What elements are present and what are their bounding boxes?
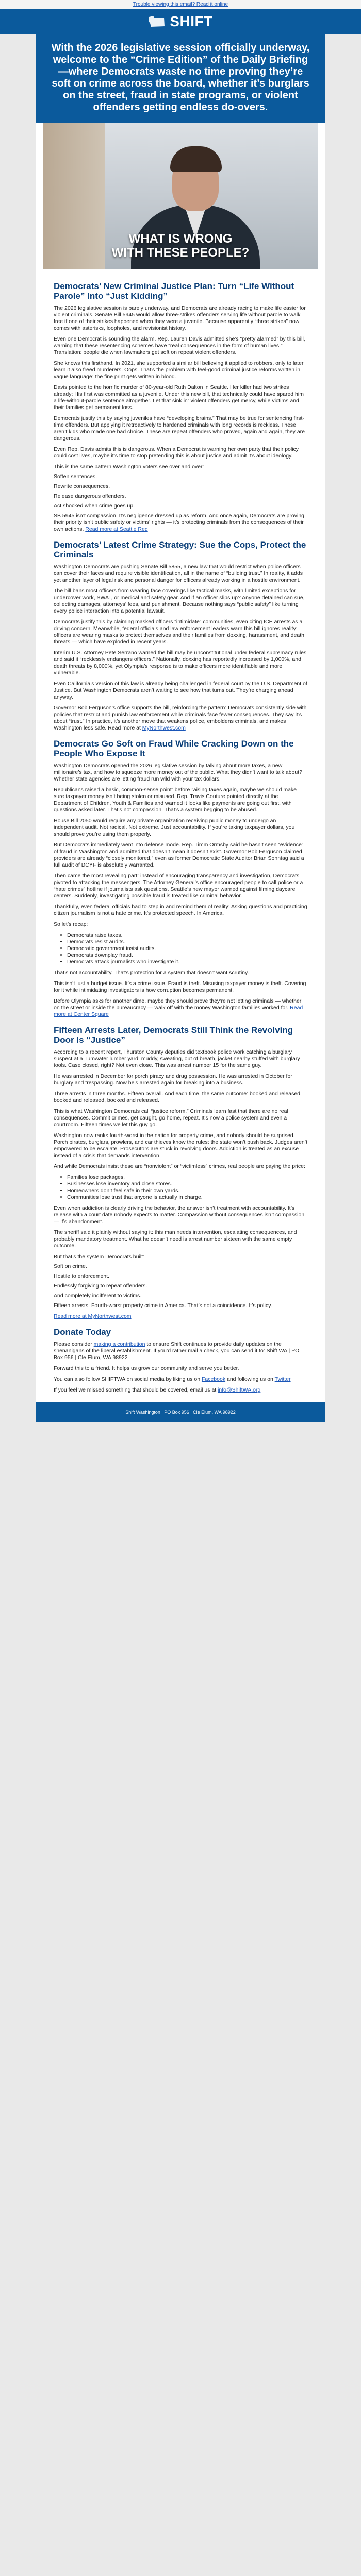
- social-text: You can also follow SHIFTWA on social media by liking us on: [54, 1376, 201, 1382]
- list-item: • Democrats resist audits.: [67, 939, 307, 945]
- article-1-paragraph: This is the same pattern Washington voters see over and over:: [54, 464, 204, 470]
- donate-text: to ensure Shift continues to provide daily updates on the shenanigans of the liberal establishment. If you’d rather mail a check, you can send it to: Shift WA | PO Box 956 | Cle Elum, WA 98922: [54, 1341, 300, 1361]
- article-1-paragraph: Democrats justify this by saying juveniles have “developing brains.” That may be true for sentencing first-time offenders. But applying it retroactively to hardened criminals with long records is reckless. These aren’t kids who made one bad choice. These are repeat offenders who proved, again and again, they are dangerous.: [54, 415, 305, 442]
- article-3-paragraph: Then came the most revealing part: instead of encouraging transparency and investigation, Democrats pivoted to attacking the messengers. The Attorney General’s office encouraged people to call police or a “hate crimes” hotline if journalists ask questions. Seattle’s new mayor warned against filming daycare centers. Suddenly, investigating possible fraud is treated like criminal behavior.: [54, 873, 303, 899]
- article-3-paragraph: So let’s recap:: [54, 921, 88, 927]
- footer-address: Shift Washington | PO Box 956 | Cle Elum, WA 98922: [125, 1410, 236, 1415]
- list-item: • Businesses lose inventory and close stores.: [67, 1181, 307, 1188]
- article-3-closing-text: Before Olympia asks for another dime, maybe they should prove they’re not letting criminals — whether on the street or inside the bureaucracy — walk off with the money Washington families worked for.: [54, 998, 302, 1011]
- contribution-link[interactable]: making a contribution: [93, 1341, 145, 1347]
- article-2-paragraph: Washington Democrats are pushing Senate Bill 5855, a new law that would restrict when police officers can cover their faces and require visible identification, all in the name of “building trust.” In reality, it adds yet another layer of legal risk and personal danger for officers already working in a hostile environment.: [54, 564, 303, 583]
- article-4-read-more-link[interactable]: Read more at MyNorthwest.com: [54, 1313, 132, 1319]
- article-4-paragraph: This is what Washington Democrats call “justice reform.” Criminals learn fast that there are no real consequences. Commit crimes, get caught, go home, repeat. It’s now a police system and even a courtroom. Fifteen times we let this guy go.: [54, 1108, 288, 1128]
- donate-paragraph: [54, 1341, 307, 1361]
- article-2-paragraph: [54, 705, 307, 732]
- list-item: • Democrats raise taxes.: [67, 932, 307, 939]
- article-2-closing-text: Governor Bob Ferguson’s office supports the bill, reinforcing the pattern: Democrats consistently side with policies that restrict and punish law enforcement while criminals face fewer consequences. They say it’s about “trust.” In practice, it’s another move that weakens police, emboldens criminals, and makes Washington less safe. Read more at: [54, 705, 307, 731]
- article-4-paragraph: Even when addiction is clearly driving the behavior, the answer isn’t treatment with accountability. It’s release with a court date nobody expects to matter. Compassion without consequences isn’t compassion — it’s abandonment.: [54, 1205, 305, 1225]
- hero-caption: [43, 232, 318, 260]
- article-3-paragraph: Washington Democrats opened the 2026 legislative session by talking about more taxes, a new millionaire’s tax, and how to squeeze more money out of the public. What they didn’t want to talk about? Whether state agencies are letting fraud run wild with your tax dollars.: [54, 762, 302, 782]
- donate-text: Please consider: [54, 1341, 92, 1347]
- article-4-paragraph: But that’s the system Democrats built:: [54, 1253, 145, 1260]
- list-item: • Families lose packages.: [67, 1174, 307, 1181]
- list-item: Soft on crime.: [54, 1263, 87, 1269]
- donate-title: Donate Today: [54, 1327, 111, 1337]
- list-item: • Democrats attack journalists who investigate it.: [67, 959, 307, 965]
- article-1-closing-text: SB 5945 isn’t compassion. It’s negligence dressed up as reform. And once again, Democrats are proving their priority isn’t public safety or victims’ rights — it’s protecting criminals from the consequences of their own actions.: [54, 513, 304, 532]
- list-item: Endlessly forgiving to repeat offenders.: [54, 1283, 147, 1289]
- article-1-list-item: Release dangerous offenders.: [54, 493, 126, 499]
- article-3-paragraph: But Democrats immediately went into defense mode. Rep. Timm Ormsby said he hasn’t seen “evidence” of fraud in Washington and admitted that doesn’t mean it doesn’t exist. Governor Bob Ferguson claimed providers are already “closely monitored,” even as former Democratic State Auditor Brian Sonntag said a full audit of DCYF is absolutely warranted.: [54, 842, 304, 868]
- read-online-link[interactable]: Trouble viewing this email? Read it online: [0, 0, 361, 9]
- intro-text: With the 2026 legislative session officially underway, welcome to the “Crime Edition” of the Daily Briefing—where Democrats waste no time proving they’re soft on crime across the board, whether it’s burglars on the street, fraud in state programs, or violent offenders getting endless do-overs.: [36, 34, 325, 123]
- article-2-paragraph: Democrats justify this by claiming masked officers “intimidate” communities, even citing ICE arrests as a driving concern. Meanwhile, federal officials and law enforcement leaders warn this bill ignores reality: officers are wearing masks to protect themselves and their families from doxxing, harassment, and death threats — which have exploded in recent years.: [54, 619, 304, 645]
- hero-caption-line1: WHAT IS WRONG: [128, 232, 233, 246]
- article-4-paragraph: [54, 1313, 307, 1320]
- article-4-paragraph: According to a recent report, Thurston County deputies did textbook police work catching a burglary suspect at a Tumwater lumber yard: muddy, sweating, out of breath, jacket nearby stuffed with burglary tools. Case closed, right? Not even close. This was arrest number 15 for the same guy.: [54, 1049, 300, 1069]
- article-4-paragraph: He was arrested in December for porch piracy and drug possession. He was arrested in October for burglary and trespassing. Now he’s arrested again for breaking into a business.: [54, 1073, 292, 1086]
- facebook-link[interactable]: Facebook: [201, 1376, 226, 1382]
- article-4-impact-list: [54, 1174, 307, 1201]
- article-4-paragraph: And while Democrats insist these are “nonviolent” or “victimless” crimes, real people are paying the price:: [54, 1163, 305, 1170]
- article-1-paragraph: Even Rep. Davis admits this is dangerous. When a Democrat is warning her own party that their policy could cost lives, maybe it’s time to stop pretending this is about justice and admit it’s about ideology.: [54, 446, 299, 459]
- article-1-paragraph: [54, 513, 307, 533]
- hero-image: [43, 123, 318, 269]
- social-paragraph: [54, 1376, 307, 1383]
- article-3-title: Democrats Go Soft on Fraud While Cracking Down on the People Who Expose It: [54, 739, 294, 758]
- article-2-paragraph: Interim U.S. Attorney Pete Serrano warned the bill may be unconstitutional under federal supremacy rules and said it “recklessly endangers officers.” Nationally, doxxing has reportedly increased by 1,000%, and death threats by 8,000%, yet Olympia’s response is to make officers more identifiable and more vulnerable.: [54, 650, 307, 676]
- twitter-link[interactable]: Twitter: [274, 1376, 291, 1382]
- article-4-system-list: [54, 1253, 307, 1299]
- article-1-list-item: Soften sentences.: [54, 473, 97, 480]
- article-4-paragraph: Washington now ranks fourth-worst in the nation for property crime, and nobody should be surprised. Porch pirates, burglars, prowlers, and car thieves know the rules: the state won’t push back. Judges aren’t empowered to be escalate. Prosecutors are stuck in revolving doors. Addiction is treated as an excuse instead of a crisis that demands intervention.: [54, 1132, 308, 1159]
- article-2-read-more-link[interactable]: MyNorthwest.com: [142, 725, 186, 731]
- article-3-paragraph: This isn’t just a budget issue. It’s a crime issue. Fraud is theft. Misusing taxpayer money is theft. Covering for it while intimidating investigators is how corruption becomes permanent.: [54, 980, 306, 993]
- article-3-paragraph: House Bill 2050 would require any private organization receiving public money to undergo an independent audit. Not radical. Not extreme. Just accountability. If you’re taking taxpayer dollars, you should prove you’re using them properly.: [54, 818, 295, 837]
- article-4-paragraph: Fifteen arrests. Fourth-worst property crime in America. That’s not a coincidence. It’s policy.: [54, 1302, 272, 1309]
- contact-text: If you feel we missed something that should be covered, email us at: [54, 1387, 217, 1393]
- article-3-paragraph: That’s not accountability. That’s protection for a system that doesn’t want scrutiny.: [54, 970, 249, 976]
- hero-caption-line2: WITH THESE PEOPLE?: [111, 246, 250, 260]
- list-item: • Homeowners don’t feel safe in their own yards.: [67, 1188, 307, 1194]
- article-1-paragraph: She knows this firsthand. In 2021, she supported a similar bill believing it applied to robbers, only to later learn it also freed murderers. Oops. That’s the problem with feel-good criminal justice reforms written in vague language: the fine print gets written in blood.: [54, 360, 304, 380]
- article-3-paragraph: Republicans raised a basic, common-sense point: before raising taxes again, maybe we should make sure taxpayer money isn’t being stolen or misused. Rep. Travis Couture pointed directly at the Department of Children, Youth & Families and warned it looks like payments are going out first, with questions asked later. That’s not compassion. That’s a system begging to be abused.: [54, 787, 297, 813]
- article-4-title: Fifteen Arrests Later, Democrats Still Think the Revolving Door Is “Justice”: [54, 1025, 293, 1045]
- contact-paragraph: [54, 1387, 307, 1394]
- list-item: • Democrats downplay fraud.: [67, 952, 307, 959]
- email-link[interactable]: info@ShiftWA.org: [218, 1387, 261, 1393]
- article-1-list-item: Act shocked when crime goes up.: [54, 503, 135, 509]
- article-1-read-more-link[interactable]: Read more at Seattle Red: [85, 526, 148, 532]
- article-1-paragraph: Even one Democrat is sounding the alarm. Rep. Lauren Davis admitted she’s “pretty alarmed” by this bill, warning that these resentencing schemes have “real consequences in the form of human lives.” Translation: people die when lawmakers get soft on repeat violent offenders.: [54, 336, 305, 355]
- article-3-read-more-link[interactable]: Read more at Center Square: [54, 1005, 303, 1018]
- article-3-paragraph: [54, 998, 307, 1018]
- article-1-list-item: Rewrite consequences.: [54, 483, 110, 489]
- social-text: and following us on: [227, 1376, 273, 1382]
- email-body: [36, 34, 325, 1402]
- article-2-paragraph: Even California’s version of this law is already being challenged in federal court by the U.S. Department of Justice. But Washington Democrats aren’t waiting to see how that turns out. They’re charging ahead anyway.: [54, 681, 307, 700]
- article-1-paragraph: The 2026 legislative session is barely underway, and Democrats are already racing to make life easier for violent criminals. Senate Bill 5945 would allow three-strikes offenders serving life without parole to walk free if one of their strikes happened when they were a juvenile. Because apparently “three strikes” now comes with asterisks, loopholes, and revisionist history.: [54, 305, 306, 331]
- list-item: And completely indifferent to victims.: [54, 1293, 142, 1299]
- brand-name: SHIFT: [170, 13, 213, 29]
- person-hair: [170, 146, 222, 172]
- footer: [36, 1402, 325, 1422]
- washington-state-logo-icon: [148, 15, 166, 28]
- article-3-recap-list: [54, 932, 307, 965]
- article-3-paragraph: Thankfully, even federal officials had to step in and remind them of reality: Asking questions and practicing citizen journalism is not a hate crime. It’s protected speech. In America.: [54, 904, 307, 917]
- article-1-title: Democrats’ New Criminal Justice Plan: Turn “Life Without Parole” Into “Just Kidding”: [54, 281, 294, 301]
- article-2-title: Democrats’ Latest Crime Strategy: Sue the Cops, Protect the Criminals: [54, 540, 306, 560]
- list-item: Hostile to enforcement.: [54, 1273, 109, 1279]
- article-4-paragraph: Three arrests in three months. Fifteen overall. And each time, the same outcome: booked and released, booked and released, booked and released.: [54, 1091, 302, 1104]
- article-2-paragraph: The bill bans most officers from wearing face coverings like tactical masks, with limited exceptions for undercover work, SWAT, or medical and safety gear. And if an officer slips up? Anyone detained can sue, collecting damages, attorneys’ fees, and punishment. Because nothing says “public safety” like turning every police interaction into a potential lawsuit.: [54, 588, 305, 614]
- brand-header: [0, 9, 361, 34]
- list-item: • Democratic government insist audits.: [67, 945, 307, 952]
- article-4-paragraph: The sheriff said it plainly without saying it: this man needs intervention, escalating consequences, and probably mandatory treatment. What he doesn’t need is arrest number sixteen with the same empty outcome.: [54, 1229, 297, 1249]
- article-content: [36, 269, 325, 1402]
- forward-paragraph: Forward this to a friend. It helps us grow our community and serve you better.: [54, 1365, 239, 1371]
- article-1-paragraph: Davis pointed to the horrific murder of 80-year-old Ruth Dalton in Seattle. Her killer had two strikes already: His first was committed as a juvenile. Under this new bill, that technically could have spared him a life-without-parole sentence altogether. Let that sink in: violent offenders get mercy, while victims and their families get permanent loss.: [54, 384, 304, 411]
- list-item: • Communities lose trust that anyone is actually in charge.: [67, 1194, 307, 1201]
